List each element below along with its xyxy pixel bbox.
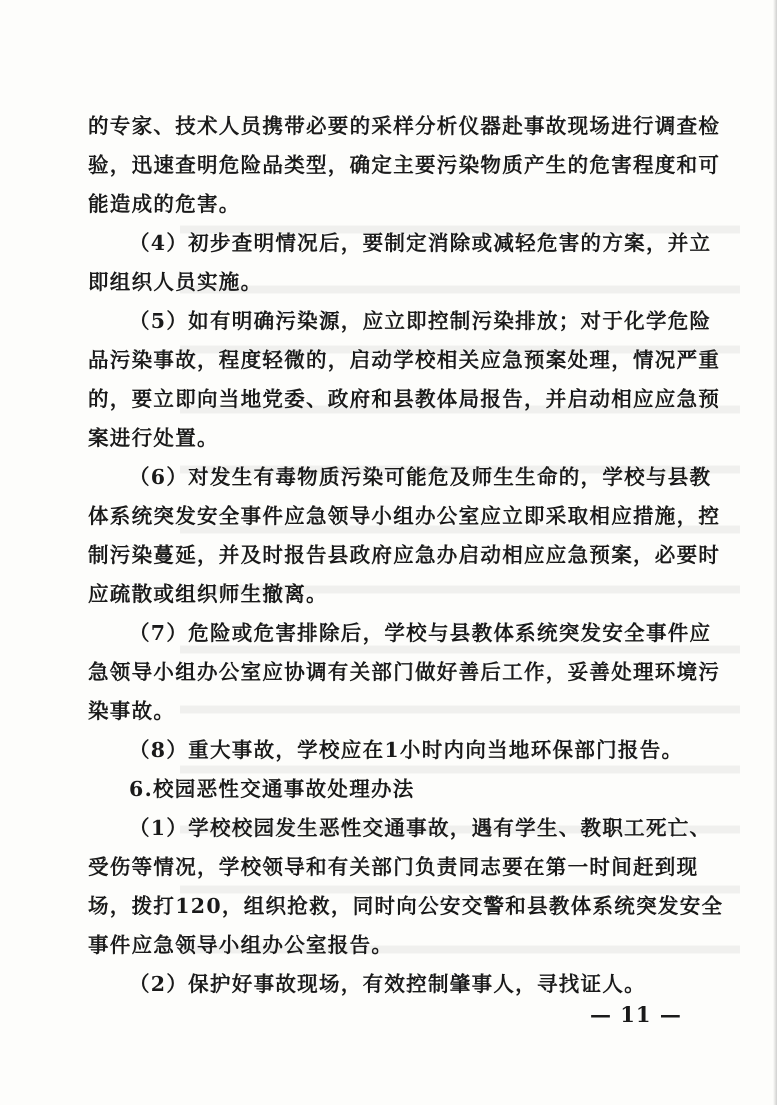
text-line: （5）如有明确污染源，应立即控制污染排放；对于化学危险 — [129, 309, 712, 333]
text-line: 应疏散或组织师生撤离。 — [88, 582, 328, 606]
text-line: 事件应急领导小组办公室报告。 — [88, 933, 394, 957]
text-line: 体系统突发安全事件应急领导小组办公室应立即采取相应措施，控 — [88, 504, 721, 528]
page-edge-shadow — [773, 0, 777, 1105]
text-line: （6）对发生有毒物质污染可能危及师生生命的，学校与县教 — [129, 465, 712, 489]
text-line: 制污染蔓延，并及时报告县政府应急办启动相应应急预案，必要时 — [88, 543, 721, 567]
text-line: 即组织人员实施。 — [88, 270, 263, 294]
text-line: 染事故。 — [88, 699, 176, 723]
text-line: 的，要立即向当地党委、政府和县教体局报告，并启动相应应急预 — [88, 387, 721, 411]
text-line: 急领导小组办公室应协调有关部门做好善后工作，妥善处理环境污 — [88, 660, 721, 684]
body-text — [88, 107, 724, 1004]
section-heading: 6.校园恶性交通事故处理办法 — [129, 777, 415, 801]
page-number: — 11 — — [590, 1002, 682, 1027]
text-line: （8）重大事故，学校应在1小时内向当地环保部门报告。 — [129, 738, 684, 762]
text-line: 的专家、技术人员携带必要的采样分析仪器赴事故现场进行调查检 — [88, 114, 721, 138]
text-line: 受伤等情况，学校领导和有关部门负责同志要在第一时间赶到现 — [88, 855, 699, 879]
text-line: （4）初步查明情况后，要制定消除或减轻危害的方案，并立 — [129, 231, 712, 255]
text-line: 场，拨打120，组织抢救，同时向公安交警和县教体系统突发安全 — [88, 894, 724, 918]
text-line: 能造成的危害。 — [88, 192, 241, 216]
text-line: （7）危险或危害排除后，学校与县教体系统突发安全事件应 — [129, 621, 712, 645]
text-line: 验，迅速查明危险品类型，确定主要污染物质产生的危害程度和可 — [88, 153, 721, 177]
text-line: 品污染事故，程度轻微的，启动学校相关应急预案处理，情况严重 — [88, 348, 721, 372]
text-line: （2）保护好事故现场，有效控制肇事人，寻找证人。 — [129, 972, 646, 996]
text-line: 案进行处置。 — [88, 426, 219, 450]
text-line: （1）学校校园发生恶性交通事故，遇有学生、教职工死亡、 — [129, 816, 712, 840]
